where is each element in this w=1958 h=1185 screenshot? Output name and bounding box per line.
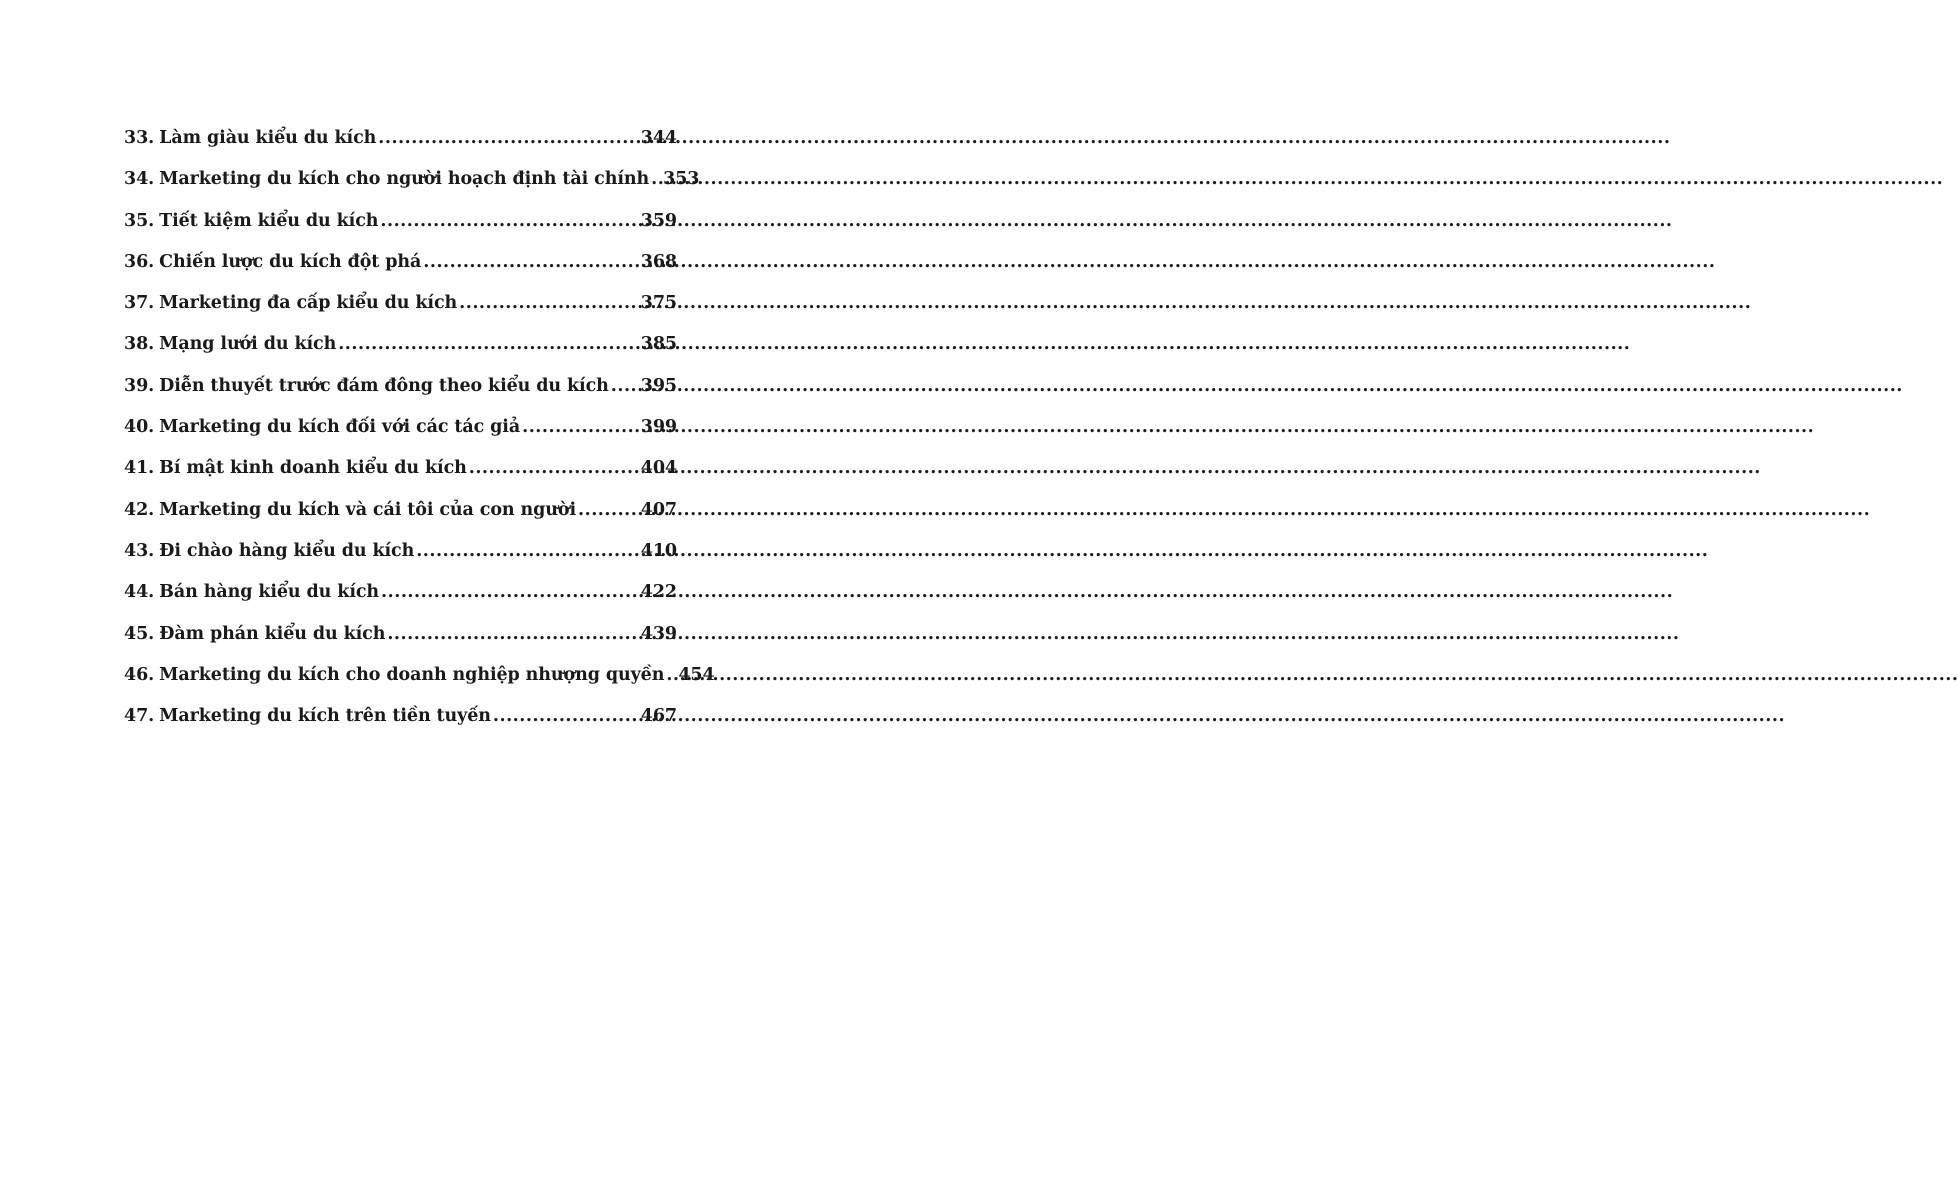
entry-page-number: 399 [640,417,677,438]
toc-entry [124,664,715,706]
toc-entry [124,128,677,169]
entry-number: 36. [124,251,155,272]
entry-number: 43. [124,540,155,561]
entry-number: 33. [124,128,155,148]
dot-leader [416,541,639,561]
entry-number: 46. [124,664,155,685]
entry-title: Marketing du kích cho doanh nghiệp nhượng quyền [159,664,665,685]
toc-entry [124,376,677,417]
entry-number: 47. [124,706,155,727]
entry-page-number: 467 [640,706,677,727]
entry-title: Marketing du kích đối với các tác giả [159,417,521,438]
dot-leader [651,169,661,189]
entry-number: 40. [124,417,155,438]
entry-title: Marketing du kích và cái tôi của con người [159,499,577,520]
entry-number: 38. [124,334,155,355]
entry-page-number: 368 [640,251,677,272]
entry-page-number: 439 [640,623,677,644]
entry-title: Đàm phán kiểu du kích [159,623,386,644]
entry-title: Bí mật kinh doanh kiểu du kích [159,458,467,479]
entry-page-number: 385 [640,334,677,355]
toc-entry [124,458,677,499]
entry-title: Tiết kiệm kiểu du kích [159,210,379,231]
entry-number: 45. [124,623,155,644]
entry-title: Marketing du kích cho người hoạch định tài chính [159,169,650,190]
entry-page-number: 344 [640,128,677,148]
table-of-contents [124,128,715,747]
entry-title: Marketing du kích trên tiền tuyến [159,706,491,727]
dot-leader [578,500,639,520]
entry-page-number: 375 [640,293,677,314]
entry-title: Chiến lược du kích đột phá [159,251,422,272]
entry-page-number: 395 [640,375,677,396]
entry-title: Đi chào hàng kiểu du kích [159,540,415,561]
entry-page-number: 410 [640,540,677,561]
entry-page-number: 353 [663,169,700,190]
toc-entry [124,252,677,293]
toc-entry [124,500,677,541]
toc-entry [124,334,677,375]
toc-entry [124,293,677,334]
entry-title: Làm giàu kiểu du kích [159,128,377,148]
dot-leader [378,128,638,148]
entry-page-number: 404 [640,458,677,479]
dot-leader [469,458,639,478]
entry-number: 37. [124,293,155,314]
dot-leader [493,706,639,726]
entry-number: 39. [124,375,155,396]
entry-number: 41. [124,458,155,479]
toc-entry [124,211,677,252]
dot-leader [381,582,639,602]
dot-leader [666,665,676,685]
entry-title: Bán hàng kiểu du kích [159,582,380,603]
entry-number: 35. [124,210,155,231]
toc-entry [124,541,677,582]
entry-page-number: 407 [640,499,677,520]
dot-leader [387,624,638,644]
dot-leader [459,293,639,313]
entry-number: 42. [124,499,155,520]
dot-leader [338,334,639,354]
entry-page-number: 422 [640,582,677,603]
toc-entry [124,582,677,623]
entry-page-number: 359 [640,210,677,231]
entry-title: Mạng lưới du kích [159,334,337,355]
entry-title: Diễn thuyết trước đám đông theo kiểu du kích [159,375,609,396]
toc-entry [124,706,677,747]
dot-leader [522,417,639,437]
toc-entry [124,624,677,665]
dot-leader [423,252,638,272]
dot-leader [380,211,638,231]
entry-title: Marketing đa cấp kiểu du kích [159,293,458,314]
dot-leader [611,376,639,396]
entry-page-number: 454 [678,664,715,685]
toc-entry [124,417,677,458]
entry-number: 44. [124,582,155,603]
entry-number: 34. [124,169,155,190]
toc-entry [124,169,700,210]
